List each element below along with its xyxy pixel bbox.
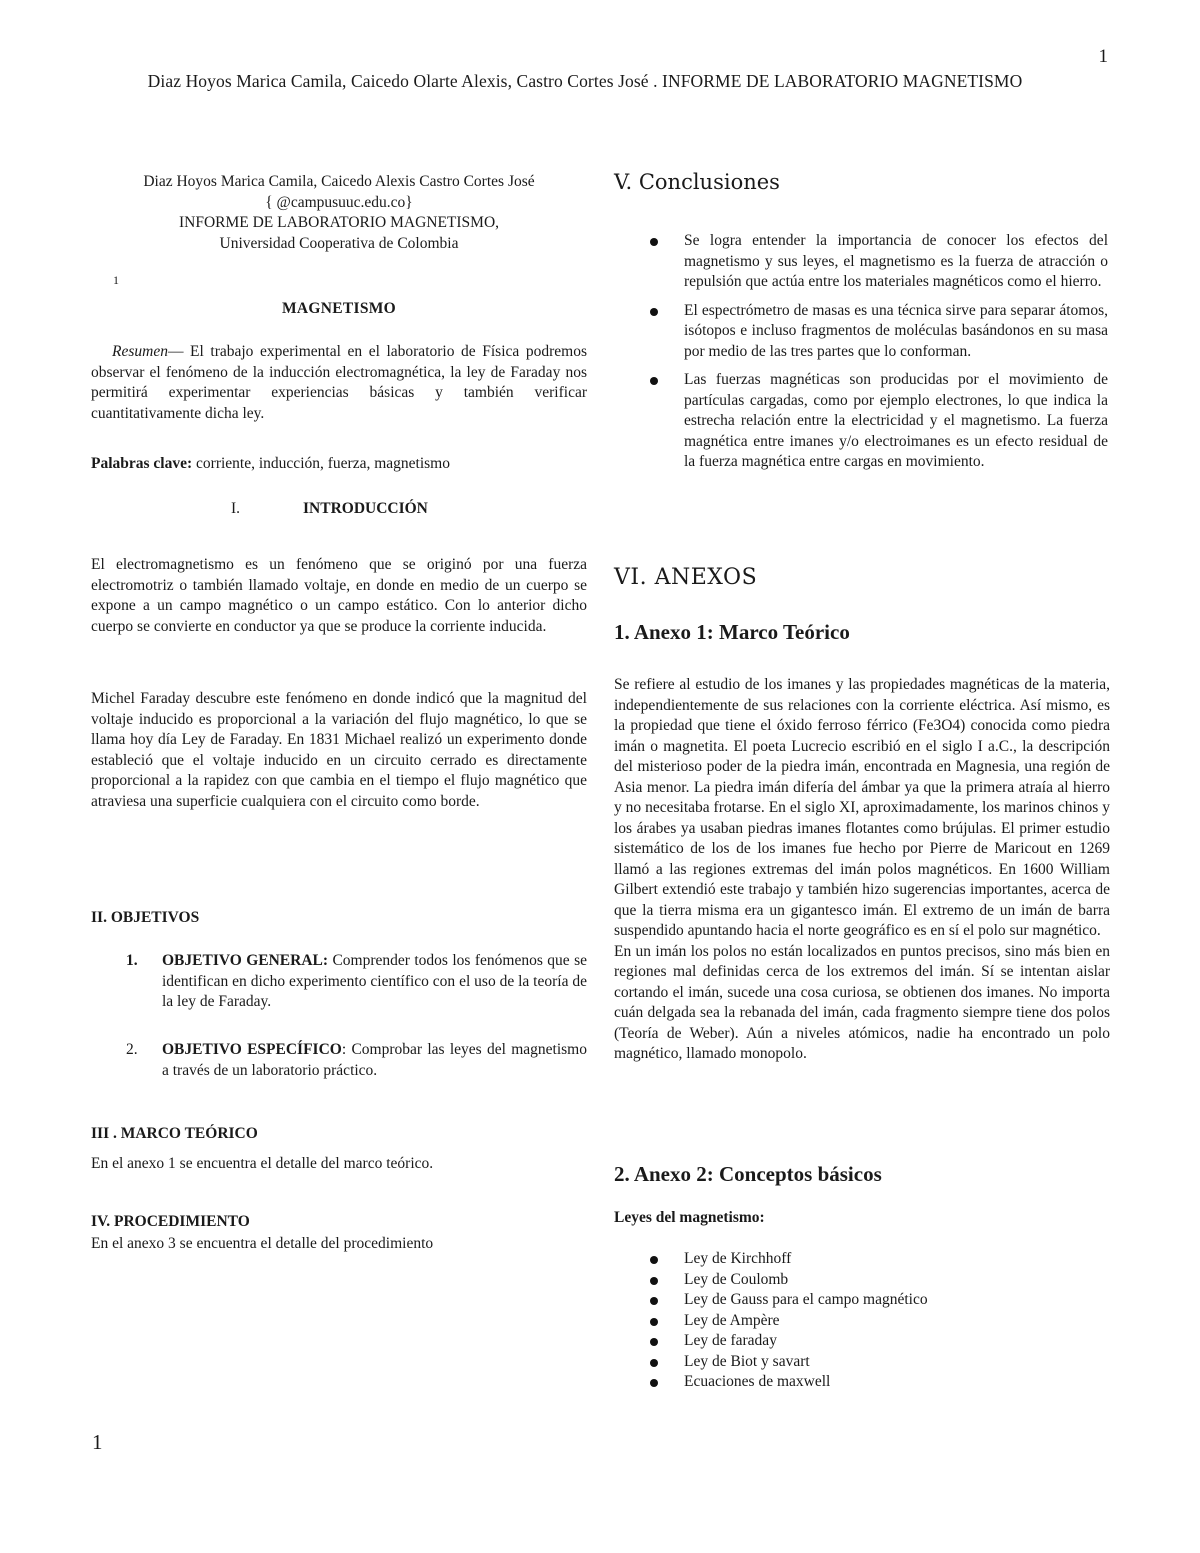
abstract bbox=[91, 342, 587, 424]
objective-number: 2. bbox=[126, 1041, 138, 1058]
conclusions-list bbox=[648, 231, 1108, 481]
page-number-bottom: 1 bbox=[92, 1430, 103, 1454]
anexo-1-paragraph-1: Se refiere al estudio de los imanes y las propiedades magnéticas de la materia, independientemente de sus relaciones con la corriente eléctrica. Así mismo, es la propiedad que tiene el óxido ferroso férrico (Fe3O4) conocida como piedra imán o magnetita. El poeta Lucrecio escribió en el siglo I a.C., la descripción del misterioso poder de la piedra imán, encontrada en Magnesia, una región de Asia menor. La piedra imán difería del ámbar ya que la primera atraía al hierro y no necesitaba frotarse. En el siglo XI, aproximadamente, los marinos chinos y los árabes ya usaban piedras imanes flotantes como brújulas. El primer estudio sistemático de los de los imanes fue hecho por Pierre de Maricout en 1269 llamó a las regiones extremas del imán polos magnéticos. En 1600 William Gilbert extendió este trabajo y también hizo sugerencias importantes, acerca de que la tierra misma era un gigantesco imán. El extremo de un imán de barra suspendido apuntando hacia el norte geográfico es en sí el polo sur magnético. bbox=[614, 676, 1110, 939]
abstract-text: — El trabajo experimental en el laboratorio de Física podremos observar el fenómeno de la inducción electromagnética, la ley de Faraday nos permitirá experimentar experiencias básicas y también verificar cuantitativamente dicha ley. bbox=[91, 343, 587, 422]
objective-label: OBJETIVO ESPECÍFICO bbox=[162, 1041, 342, 1058]
author-email: { @campusuuc.edu.co} bbox=[265, 193, 413, 211]
ley-item: Ley de Coulomb bbox=[648, 1270, 1108, 1291]
footnote-mark: 1 bbox=[113, 273, 119, 287]
page-number-top: 1 bbox=[1098, 46, 1108, 67]
keywords-text: corriente, inducción, fuerza, magnetismo bbox=[192, 455, 450, 472]
section-heading-conclusiones: V. Conclusiones bbox=[614, 170, 780, 194]
ley-item: Ley de faraday bbox=[648, 1331, 1108, 1352]
marco-text: En el anexo 1 se encuentra el detalle del marco teórico. bbox=[91, 1155, 434, 1172]
abstract-label: Resumen bbox=[112, 343, 168, 360]
ley-item: Ley de Gauss para el campo magnético bbox=[648, 1290, 1108, 1311]
author-block bbox=[91, 172, 587, 254]
section-heading-anexos: VI. ANEXOS bbox=[614, 565, 758, 590]
leyes-subheading: Leyes del magnetismo: bbox=[614, 1209, 765, 1226]
university: Universidad Cooperativa de Colombia bbox=[219, 234, 459, 252]
ley-item: Ecuaciones de maxwell bbox=[648, 1372, 1108, 1393]
ley-item: Ley de Ampère bbox=[648, 1311, 1108, 1332]
section-heading-marco: III . MARCO TEÓRICO bbox=[91, 1125, 258, 1142]
keywords-label: Palabras clave: bbox=[91, 455, 193, 472]
objective-item bbox=[126, 1040, 587, 1081]
ley-item: Ley de Biot y savart bbox=[648, 1352, 1108, 1373]
section-heading-procedimiento: IV. PROCEDIMIENTO bbox=[91, 1213, 250, 1230]
procedimiento-text: En el anexo 3 se encuentra el detalle del procedimiento bbox=[91, 1235, 434, 1252]
objective-text bbox=[162, 1040, 587, 1081]
intro-paragraph-2: Michel Faraday descubre este fenómeno en donde indicó que la magnitud del voltaje inducido es proporcional a la variación del flujo magnético, lo que se llama hoy día Ley de Faraday. En 1831 Michael realizó un experimento donde estableció que el voltaje inducido en un circuito cerrado es directamente proporcional a la rapidez con que cambia en el tiempo el flujo magnético que atraviesa una superficie cualquiera con el circuito como borde. bbox=[91, 690, 587, 810]
report-title: INFORME DE LABORATORIO MAGNETISMO, bbox=[178, 214, 500, 231]
anexo-1-paragraph-2: En un imán los polos no están localizados en puntos precisos, sino más bien en regiones mal definidas cerca de los extremos del imán. Sí se intentan aislar cortando el imán, sucede una cosa curiosa, se obtienen dos imanes. No importa cuán delgada sea la rebanada del imán, cada fragmento siempre tiene dos polos (Teoría de Weber). Aún a niveles atómicos, nadie ha encontrado un polo magnético, llamado monopolo. bbox=[614, 942, 1110, 1062]
objective-number: 1. bbox=[126, 952, 138, 969]
ley-item: Ley de Kirchhoff bbox=[648, 1249, 1108, 1270]
conclusion-item: Las fuerzas magnéticas son producidas por el movimiento de partículas cargadas, como por ejemplo electrones, lo que indica la estrecha relación entre la electricidad y el magnetismo. La fuerza magnética entre imanes y/o electroimanes es un efecto residual de la fuerza magnética entre cargas en movimiento. bbox=[648, 370, 1108, 473]
section-number: I. bbox=[231, 500, 241, 517]
paper-title: MAGNETISMO bbox=[281, 300, 397, 317]
objective-description: : Comprobar las leyes del magnetismo a través de un laboratorio práctico. bbox=[162, 1041, 587, 1079]
anexo-1-body bbox=[614, 675, 1110, 1065]
section-title: INTRODUCCIÓN bbox=[303, 500, 428, 517]
objective-description: Comprender todos los fenómenos que se identifican en dicho experimento científico con el uso de la teoría de la ley de Faraday. bbox=[162, 952, 587, 1010]
objective-item bbox=[126, 951, 587, 1013]
running-header: Diaz Hoyos Marica Camila, Caicedo Olarte Alexis, Castro Cortes José . INFORME DE LABORATORIO MAGNETISMO bbox=[147, 71, 1023, 91]
objective-text bbox=[162, 951, 587, 1013]
intro-paragraph-1: El electromagnetismo es un fenómeno que se originó por una fuerza electromotriz o también llamado voltaje, en donde en medio de un cuerpo se expone a un campo magnético o un campo estático. Con lo anterior dicho cuerpo se convierte en conductor ya que se produce la corriente inducida. bbox=[91, 556, 587, 635]
conclusion-item: Se logra entender la importancia de conocer los efectos del magnetismo y sus leyes, el magnetismo es la fuerza de atracción o repulsión que actúa entre los materiales magnéticos como el hierro. bbox=[648, 231, 1108, 293]
leyes-list bbox=[648, 1249, 1108, 1393]
section-heading-objetivos: II. OBJETIVOS bbox=[91, 909, 200, 926]
conclusion-item: El espectrómetro de masas es una técnica sirve para separar átomos, isótopos e incluso fragmentos de moléculas basándonos en su masa por medio de las tres partes que lo conforman. bbox=[648, 301, 1108, 363]
keywords bbox=[91, 455, 587, 473]
anexo-1-heading: 1. Anexo 1: Marco Teórico bbox=[614, 620, 850, 644]
objective-label: OBJETIVO GENERAL: bbox=[162, 952, 329, 969]
author-names: Diaz Hoyos Marica Camila, Caicedo Alexis Castro Cortes José bbox=[143, 173, 535, 190]
anexo-2-heading: 2. Anexo 2: Conceptos básicos bbox=[614, 1162, 882, 1186]
